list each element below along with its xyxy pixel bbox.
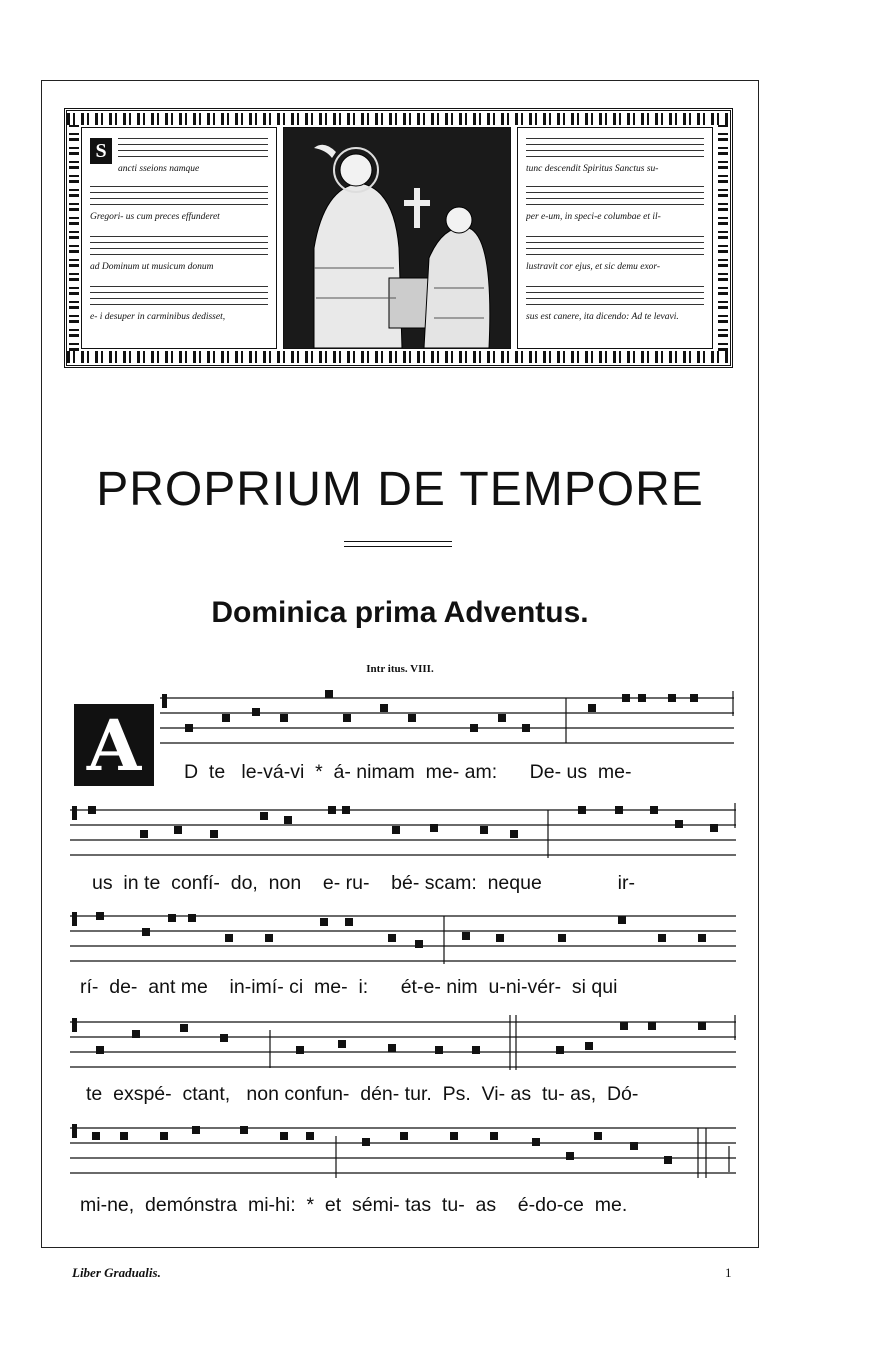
mini-staff — [526, 286, 704, 306]
decorated-initial — [74, 704, 154, 786]
chant-staff-5 — [70, 1116, 738, 1184]
illustration-panel — [283, 127, 511, 349]
border-ornament-right — [718, 125, 728, 351]
panel-text-line: tunc descendit Spiritus Sanctus su- — [526, 164, 659, 174]
mini-staff — [526, 138, 704, 158]
right-chant-panel — [517, 127, 713, 349]
lyric-line: mi-ne, demónstra mi-hi: * et sémi- tas tu- as é-do-ce me. — [80, 1194, 628, 1216]
mini-staff — [526, 186, 704, 206]
section-heading: Dominica prima Adventus. — [211, 596, 589, 629]
lyric-line: D te le-vá-vi * á- nimam me- am: De- us me- — [184, 761, 632, 783]
header-illustration — [64, 108, 733, 368]
panel-text-line: e- i desuper in carminibus dedisset, — [90, 312, 226, 322]
panel-text-line: sus est canere, ita dicendo: Ad te levavi. — [526, 312, 679, 322]
mini-staff — [90, 286, 268, 306]
saint-gregory-engraving — [284, 128, 510, 348]
chant-staff-3 — [70, 904, 738, 972]
initial-letter: A — [86, 704, 142, 787]
chant-staff-1 — [160, 686, 736, 754]
border-ornament-top — [67, 113, 730, 125]
panel-initial: S — [90, 138, 112, 164]
panel-text-line: lustravit cor ejus, et sic demu exor- — [526, 262, 661, 272]
chant-staff-2 — [70, 798, 738, 866]
lyric-line: te exspé- ctant, non confun- dén- tur. Ps. Vi- as tu- as, Dó- — [86, 1083, 639, 1105]
mini-staff — [90, 236, 268, 256]
mini-staff — [118, 138, 268, 158]
left-chant-panel — [81, 127, 277, 349]
mini-staff — [90, 186, 268, 206]
book-title-footer: Liber Gradualis. — [72, 1265, 161, 1280]
panel-text-line: per e-um, in speci-e columbae et il- — [526, 212, 661, 222]
border-ornament-bottom — [67, 351, 730, 363]
mini-staff — [526, 236, 704, 256]
chant-label: Intr itus. VIII. — [366, 663, 434, 675]
chant-staff-4 — [70, 1010, 738, 1078]
page-number: 1 — [725, 1265, 732, 1280]
panel-text-line: Gregori- us cum preces effunderet — [90, 212, 220, 222]
page-title: PROPRIUM DE TEMPORE — [96, 463, 704, 516]
border-ornament-left — [69, 125, 79, 351]
lyric-line: rí- de- ant me in-imí- ci me- i: ét-e- nim u-ni-vér- si qui — [80, 976, 618, 998]
panel-text-line: ad Dominum ut musicum donum — [90, 262, 214, 272]
panel-text-line: ancti sseions namque — [118, 164, 200, 174]
lyric-line: us in te confí- do, non e- ru- bé- scam: neque ir- — [92, 872, 635, 894]
title-divider — [344, 541, 452, 547]
